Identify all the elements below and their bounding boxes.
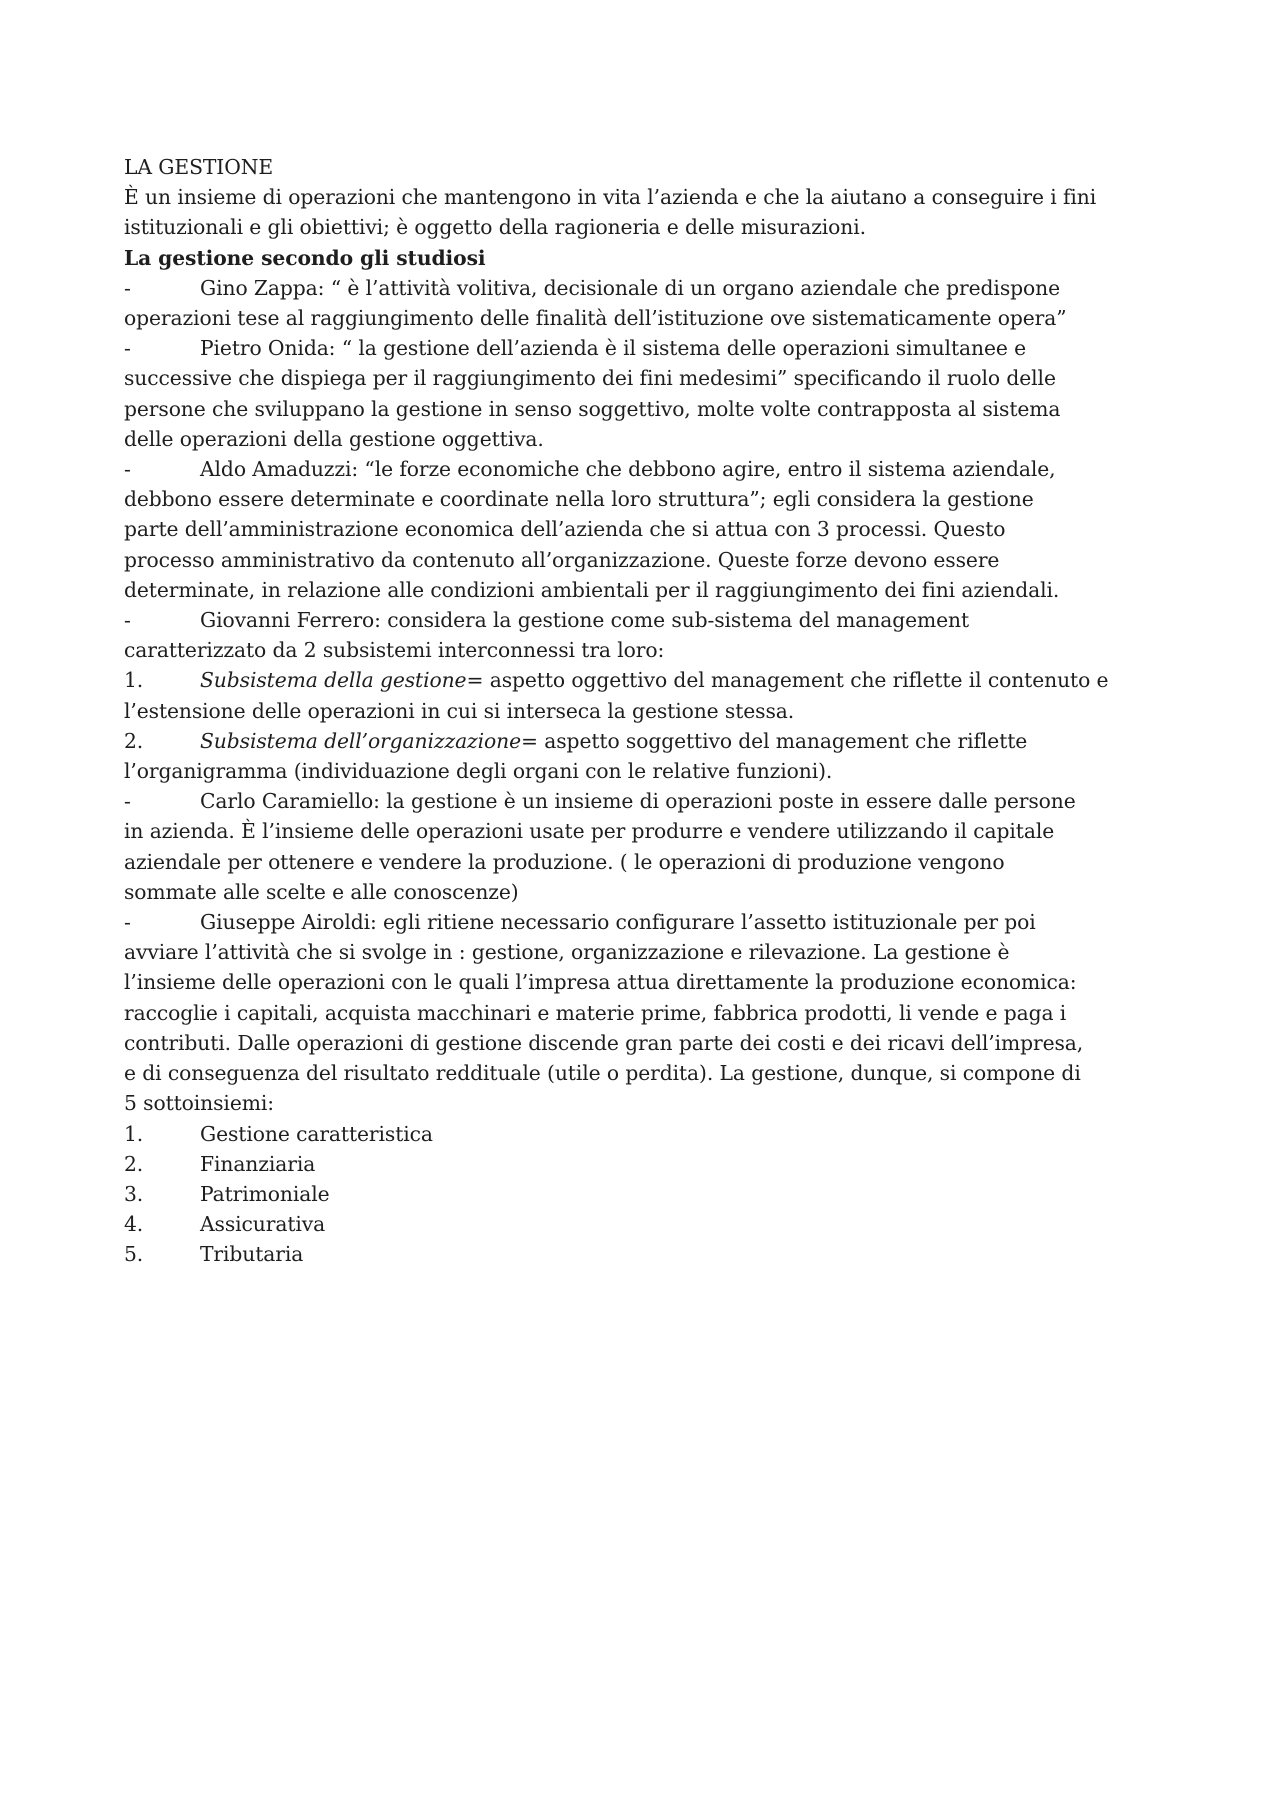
text-line: l’organigramma (individuazione degli organi con le relative funzioni). [124, 759, 833, 784]
text-line: sommate alle scelte e alle conoscenze) [124, 879, 519, 904]
dash-marker: - [124, 275, 131, 300]
text-line: avviare l’attività che si svolge in : gestione, organizzazione e rilevazione. La gestione è [124, 940, 1010, 965]
scholar-text: Giovanni Ferrero: considera la gestione come sub-sistema del management [200, 608, 970, 633]
number-marker: 5. [124, 1242, 144, 1267]
subsystem-text [200, 726, 1027, 756]
list-item [124, 1209, 1164, 1239]
number-marker: 1. [124, 668, 144, 693]
list-item-text: Gestione caratteristica [200, 1121, 433, 1146]
dash-marker: - [124, 457, 131, 482]
scholar-item-caramiello [124, 786, 1164, 816]
section-subheading: La gestione secondo gli studiosi [124, 245, 486, 270]
text-line: l’estensione delle operazioni in cui si interseca la gestione stessa. [124, 698, 795, 723]
list-item-text: Patrimoniale [200, 1181, 330, 1206]
list-item [124, 1149, 1164, 1179]
text-line: persone che sviluppano la gestione in senso soggettivo, molte volte contrapposta al sistema [124, 396, 1061, 421]
scholar-item-amaduzzi [124, 454, 1164, 484]
scholar-item-ferrero [124, 605, 1164, 635]
subsystem-name: Subsistema dell’organizzazione [200, 728, 522, 753]
text-line: contributi. Dalle operazioni di gestione discende gran parte dei costi e dei ricavi dell’impresa, [124, 1030, 1084, 1055]
subsystem-name: Subsistema della gestione [200, 668, 467, 693]
number-marker: 1. [124, 1121, 144, 1146]
text-line: 5 sottoinsiemi: [124, 1091, 274, 1116]
scholar-text: Pietro Onida: “ la gestione dell’azienda è il sistema delle operazioni simultanee e [200, 336, 1027, 361]
scholar-text: Carlo Caramiello: la gestione è un insieme di operazioni poste in essere dalle persone [200, 789, 1076, 814]
text-line: parte dell’amministrazione economica dell’azienda che si attua con 3 processi. Questo [124, 517, 1006, 542]
text-line: aziendale per ottenere e vendere la produzione. ( le operazioni di produzione vengono [124, 849, 1005, 874]
list-item [124, 1239, 1164, 1269]
number-marker: 4. [124, 1212, 144, 1237]
document-title: LA GESTIONE [124, 155, 274, 179]
text-line: caratterizzato da 2 subsistemi interconnessi tra loro: [124, 638, 665, 663]
document-page [124, 152, 1164, 1270]
text-line: successive che dispiega per il raggiungimento dei fini medesimi” specificando il ruolo delle [124, 366, 1056, 391]
dash-marker: - [124, 789, 131, 814]
scholar-text: Aldo Amaduzzi: “le forze economiche che debbono agire, entro il sistema aziendale, [200, 457, 1056, 482]
scholar-item-airoldi [124, 907, 1164, 937]
text-line: operazioni tese al raggiungimento delle finalità dell’istituzione ove sistematicamente opera” [124, 306, 1067, 331]
text-line: determinate, in relazione alle condizioni ambientali per il raggiungimento dei fini aziendali. [124, 577, 1060, 602]
subsystem-text [200, 665, 1108, 695]
list-item-text: Tributaria [200, 1242, 304, 1267]
number-marker: 2. [124, 1151, 144, 1176]
subsystem-item-2 [124, 726, 1164, 756]
dash-marker: - [124, 336, 131, 361]
text-line: in azienda. È l’insieme delle operazioni usate per produrre e vendere utilizzando il capitale [124, 819, 1055, 844]
subsystem-description: = aspetto soggettivo del management che riflette [521, 728, 1028, 753]
dash-marker: - [124, 608, 131, 633]
intro-line-2: istituzionali e gli obiettivi; è oggetto della ragioneria e delle misurazioni. [124, 215, 866, 240]
number-marker: 3. [124, 1181, 144, 1206]
text-line: processo amministrativo da contenuto all’organizzazione. Queste forze devono essere [124, 547, 1000, 572]
list-item [124, 1119, 1164, 1149]
subsystem-item-1 [124, 665, 1164, 695]
list-item-text: Finanziaria [200, 1151, 316, 1176]
text-line: e di conseguenza del risultato reddituale (utile o perdita). La gestione, dunque, si compone di [124, 1061, 1081, 1086]
intro-line-1: È un insieme di operazioni che mantengono in vita l’azienda e che la aiutano a conseguire i fini [124, 185, 1097, 210]
number-marker: 2. [124, 728, 144, 753]
list-item [124, 1179, 1164, 1209]
text-line: debbono essere determinate e coordinate nella loro struttura”; egli considera la gestione [124, 487, 1034, 512]
scholar-text: Gino Zappa: “ è l’attività volitiva, decisionale di un organo aziendale che predispone [200, 275, 1060, 300]
subsystem-description: = aspetto oggettivo del management che riflette il contenuto e [466, 668, 1109, 693]
scholar-item-onida [124, 333, 1164, 363]
list-item-text: Assicurativa [200, 1212, 326, 1237]
text-line: delle operazioni della gestione oggettiva. [124, 426, 544, 451]
dash-marker: - [124, 910, 131, 935]
text-line: l’insieme delle operazioni con le quali l’impresa attua direttamente la produzione economica: [124, 970, 1077, 995]
text-line: raccoglie i capitali, acquista macchinari e materie prime, fabbrica prodotti, li vende e paga i [124, 1000, 1067, 1025]
scholar-text: Giuseppe Airoldi: egli ritiene necessario configurare l’assetto istituzionale per poi [200, 910, 1036, 935]
scholar-item-zappa [124, 273, 1164, 303]
